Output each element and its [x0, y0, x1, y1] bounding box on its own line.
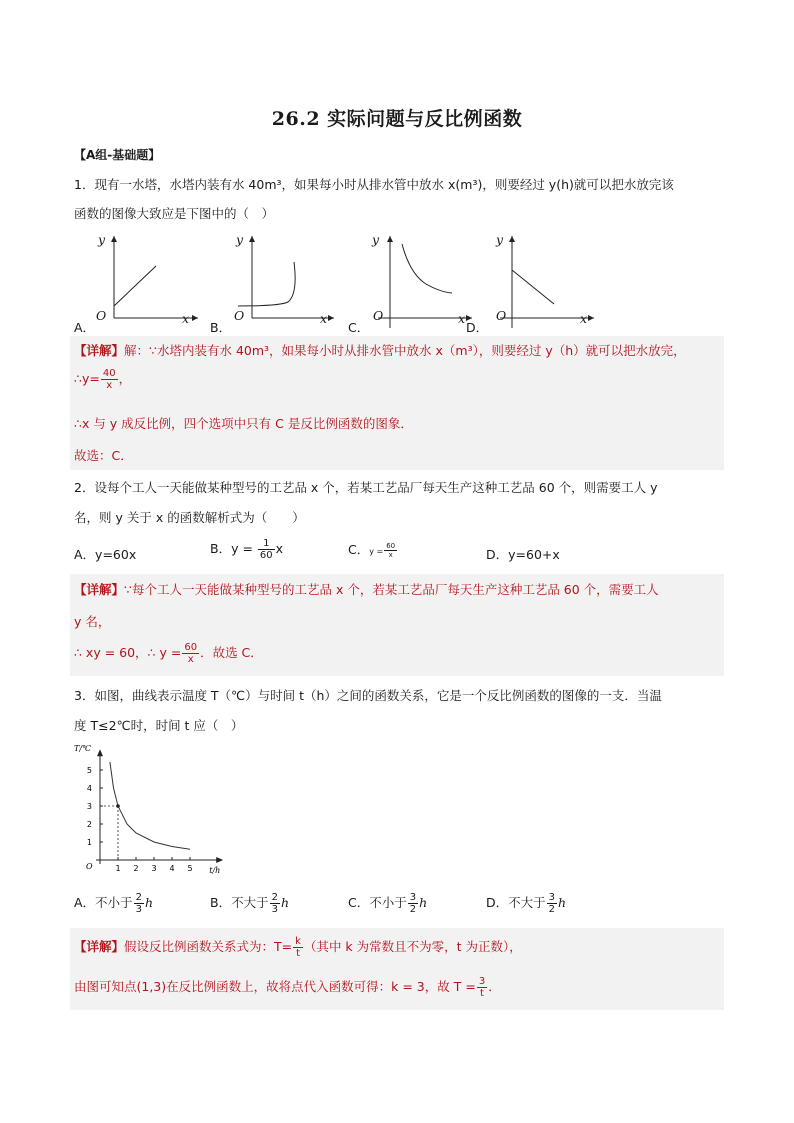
q3-option-c-num: 3	[409, 892, 417, 903]
x-tick-label: 5	[187, 864, 193, 873]
y-tick-label: 2	[86, 820, 92, 829]
q3-text-line1: 3．如图，曲线表示温度 T（℃）与时间 t（h）之间的函数关系，它是一个反比例函数的图像的一支．当温	[74, 688, 662, 703]
q1-option-b: B．	[210, 320, 232, 335]
graph-d-x-label: x	[580, 311, 588, 326]
q1-answer-line1: 解：∵水塔内装有水 40m³，如果每小时从排水管中放水 x（m³），则要经过 y（h）就可以把水放完，	[124, 343, 686, 358]
q3-option-b-den: 3	[271, 904, 278, 915]
q3-option-d-den: 2	[548, 904, 556, 915]
q3-answer-fraction1	[293, 936, 303, 959]
q1-answer-line2-suffix: ，	[118, 371, 132, 386]
q3-answer-box	[70, 928, 724, 1010]
series-curve	[110, 762, 190, 849]
graph-a-y-label: y	[98, 232, 106, 247]
q3-answer-frac2-num: 3	[478, 976, 486, 987]
q1-option-a: A．	[74, 320, 96, 335]
q3-option-c-den: 2	[409, 904, 417, 915]
q3-option-c-unit: h	[419, 895, 428, 910]
q2-answer-line1: ∵每个工人一天能做某种型号的工艺品 x 个，若某工艺品厂每天生产这种工艺品 60 个，需要工人	[124, 582, 659, 597]
q3-option-c-fraction	[408, 892, 418, 915]
q2-answer-tag: 【详解】	[74, 582, 125, 597]
q3-option-a-prefix: A．不小于	[74, 895, 133, 910]
q3-option-a-num: 2	[135, 892, 142, 903]
origin-label: O	[86, 862, 93, 871]
q3-answer-frac1-num: k	[295, 936, 301, 947]
q1-answer-line4: 故选：C．	[74, 448, 133, 463]
q2-option-c-prefix: C．	[348, 542, 370, 557]
q3-option-b-prefix: B．不大于	[210, 895, 269, 910]
q2-text-line2: 名，则 y 关于 x 的函数解析式为（ ）	[74, 510, 305, 525]
q2-answer-fraction	[182, 642, 199, 665]
q3-answer-fraction2	[477, 976, 487, 999]
graph-c-x-label: x	[458, 311, 466, 326]
q2-option-c-den: x	[388, 551, 393, 559]
q1-answer-box	[70, 336, 724, 470]
q2-option-c-fraction	[384, 542, 397, 559]
q3-option-d-num: 3	[548, 892, 556, 903]
q2-answer-line2: y 名，	[74, 614, 111, 629]
x-axis-arrow	[216, 857, 223, 863]
x-axis-label: t/h	[209, 866, 221, 875]
q1-answer-line2-prefix: ∴y=	[74, 371, 100, 386]
q2-option-b-prefix: B．y =	[210, 541, 257, 556]
x-tick-label: 1	[115, 864, 121, 873]
q1-answer-tag: 【详解】	[74, 343, 125, 358]
q2-option-b-num: 1	[258, 538, 275, 550]
q1-text-line1: 1．现有一水塔，水塔内装有水 40m³，如果每小时从排水管中放水 x(m³)，则要经过 y(h)就可以把水放完该	[74, 177, 674, 192]
q3-answer-line2-prefix: 由图可知点(1,3)在反比例函数上，故将点代入函数可得：k = 3，故 T =	[74, 979, 476, 994]
q2-text-line1: 2．设每个工人一天能做某种型号的工艺品 x 个，若某工艺品厂每天生产这种工艺品 60 个，则需要工人 y	[74, 480, 658, 495]
graph-a-x-label: x	[182, 311, 190, 326]
q2-answer-num: 60	[184, 642, 198, 653]
q3-answer-line1-suffix: （其中 k 为常数且不为零，t 为正数），	[303, 939, 522, 954]
q2-option-c-expr: y =	[369, 547, 384, 556]
x-tick-label: 2	[133, 864, 139, 873]
q3-option-b-fraction	[270, 892, 280, 915]
graph-c-y-label: y	[372, 232, 380, 247]
q3-option-a-den: 3	[135, 904, 142, 915]
q3-option-d	[486, 892, 566, 915]
q3-option-c	[348, 892, 427, 915]
marked-point	[116, 804, 120, 808]
graph-b-x-label: x	[320, 311, 328, 326]
y-tick-label: 4	[86, 784, 92, 793]
q3-text-line2: 度 T≤2℃时，时间 t 应（ ）	[74, 718, 244, 733]
y-tick-label: 1	[86, 838, 92, 847]
q2-answer-line3-suffix: ．故选 C．	[200, 645, 263, 660]
q3-answer-tag: 【详解】	[74, 939, 125, 954]
q2-option-b	[210, 538, 283, 561]
q2-option-d: D．y=60+x	[486, 547, 560, 562]
q1-text-line2: 函数的图像大致应是下图中的（ ）	[74, 206, 275, 221]
q2-option-b-suffix: x	[275, 541, 284, 556]
graph-a-origin-label: O	[96, 308, 107, 323]
y-tick-label: 5	[86, 766, 92, 775]
q2-option-b-den: 60	[259, 550, 273, 561]
q3-answer-frac2-den: t	[480, 988, 484, 999]
q2-option-a: A．y=60x	[74, 547, 137, 562]
q3-chart	[70, 742, 230, 882]
graph-b-y-label: y	[236, 232, 244, 247]
y-tick-label: 3	[86, 802, 92, 811]
q2-option-c	[348, 540, 398, 559]
q3-option-d-prefix: D．不大于	[486, 895, 546, 910]
q3-option-b-unit: h	[280, 895, 290, 910]
q2-option-c-num: 60	[386, 542, 396, 550]
graph-d-y-label: y	[496, 232, 504, 247]
x-tick-label: 4	[169, 864, 175, 873]
q1-fraction-num: 40	[102, 368, 116, 379]
q3-option-d-fraction	[547, 892, 557, 915]
q3-option-b	[210, 892, 289, 915]
x-tick-label: 3	[151, 864, 157, 873]
y-axis-arrow	[97, 749, 103, 756]
q1-option-d: D．	[466, 320, 489, 335]
q1-answer-fraction	[101, 368, 118, 391]
q1-answer-line3: ∴x 与 y 成反比例，四个选项中只有 C 是反比例函数的图象．	[74, 416, 413, 431]
page-title: 26.2 实际问题与反比例函数	[271, 108, 523, 130]
q2-answer-box	[70, 574, 724, 676]
section-heading: 【A组-基础题】	[74, 148, 161, 162]
q3-option-a	[74, 892, 153, 915]
q2-answer-den: x	[187, 654, 194, 665]
q3-option-a-unit: h	[144, 895, 153, 910]
q3-option-d-unit: h	[558, 895, 567, 910]
y-axis-label: T/℃	[74, 744, 91, 754]
graph-b-origin-label: O	[234, 308, 245, 323]
q3-option-b-num: 2	[271, 892, 278, 903]
q3-answer-line2-suffix: ．	[488, 979, 501, 994]
q2-answer-line3-prefix: ∴ xy = 60，∴ y =	[74, 645, 182, 660]
q3-option-a-fraction	[134, 892, 144, 915]
q3-option-c-prefix: C．不小于	[348, 895, 407, 910]
graph-d-origin-label: O	[496, 308, 507, 323]
q1-option-c: C．	[348, 320, 370, 335]
graph-c-origin-label: O	[373, 308, 384, 323]
q2-option-b-fraction	[258, 538, 275, 561]
q1-fraction-den: x	[106, 380, 113, 391]
q3-answer-frac1-den: t	[296, 948, 300, 959]
q3-answer-line1-prefix: 假设反比例函数关系式为：T=	[124, 939, 293, 954]
